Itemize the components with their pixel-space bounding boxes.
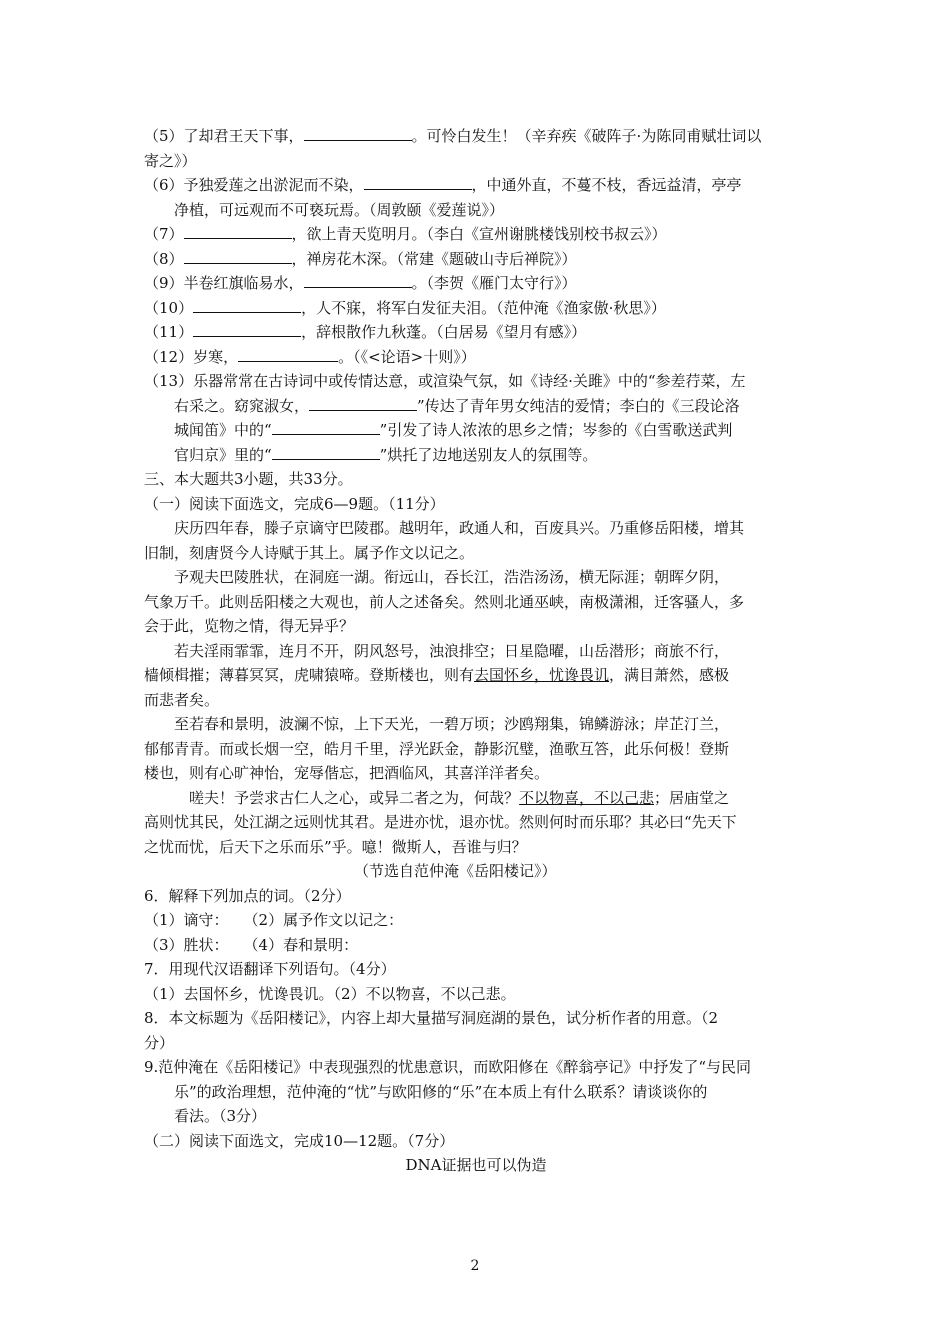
poem-q9: （9）半卷红旗临易水， 。（李贺《雁门太守行》） — [144, 274, 577, 292]
poem-q11: （11） ，辞根散作九秋蓬。（白居易《望月有感》） — [144, 323, 587, 341]
poem-q13-line4: 官归京》里的“ ”烘托了边地送别友人的氛围等。 — [174, 445, 598, 464]
passage-p2-line2: 气象万千。此则岳阳楼之大观也，前人之述备矣。然则北通巫峡，南极潇湘，迁客骚人，多 — [144, 592, 745, 611]
question-9-line2: 乐”的政治理想，范仲淹的“忧”与欧阳修的“乐”在本质上有什么联系？请谈谈你的 — [174, 1082, 708, 1101]
question-7-items: （1）去国怀乡，忧谗畏讥。（2）不以物喜，不以己悲。 — [144, 984, 516, 1003]
poem-q7: （7） ，欲上青天览明月。（李白《宣州谢朓楼饯别校书叔云》） — [144, 225, 667, 243]
passage-p1-line1: 庆历四年春，滕子京谪守巴陵郡。越明年，政通人和，百废具兴。乃重修岳阳楼，增其 — [174, 519, 745, 537]
page-content — [144, 124, 808, 1178]
question-8-line1: 8．本文标题为《岳阳楼记》，内容上却大量描写洞庭湖的景色，试分析作者的用意。（2 — [144, 1009, 719, 1027]
passage-p4-line3: 楼也，则有心旷神怡，宠辱偕忘，把酒临风，其喜洋洋者矣。 — [144, 764, 550, 782]
question-6-items-a: （1）谪守： （2）属予作文以记之： — [144, 911, 404, 929]
answer-blank[interactable] — [184, 248, 292, 264]
answer-blank[interactable] — [272, 419, 380, 435]
answer-blank[interactable] — [238, 346, 338, 362]
passage-p2-line1: 予观夫巴陵胜状，在洞庭一湖。衔远山，吞长江，浩浩汤汤，横无际涯；朝晖夕阴， — [174, 568, 730, 586]
answer-blank[interactable] — [193, 297, 301, 313]
answer-blank[interactable] — [304, 272, 412, 288]
question-6-items-b: （3）胜状： （4）春和景明： — [144, 935, 359, 954]
poem-q6-line2: 净植，可远观而不可亵玩焉。（周敦颐《爱莲说》） — [174, 200, 505, 219]
poem-q6-line1: （6）予独爱莲之出淤泥而不染， ，中通外直，不蔓不枝，香远益清，亭亭 — [144, 176, 742, 194]
poem-q13-line2: 右采之。窈窕淑女， ”传达了青年男女纯洁的爱情；李白的《三段论洛 — [174, 396, 740, 415]
part2-article-title: DNA证据也可以伪造 — [405, 1156, 547, 1174]
poem-q13-line1: （13）乐器常常在古诗词中或传情达意，或渲染气氛，如《诗经·关雎》中的“参差荇菜，左 — [144, 372, 746, 390]
question-8-line2: 分） — [144, 1033, 175, 1052]
passage-p5-line1: 嗟夫！予尝求古仁人之心，或异二者之为，何哉？不以物喜，不以己悲；居庙堂之 — [189, 788, 730, 807]
answer-blank[interactable] — [184, 223, 292, 239]
poem-q13-line3: 城闻笛》中的“ ”引发了诗人浓浓的思乡之情；岑参的《白雪歌送武判 — [174, 421, 733, 439]
passage-p3-line3: 而悲者矣。 — [144, 690, 220, 709]
question-6: 6．解释下列加点的词。（2分） — [144, 886, 351, 905]
passage-p4-line1: 至若春和景明，波澜不惊，上下天光，一碧万顷；沙鸥翔集，锦鳞游泳；岸芷汀兰， — [174, 715, 730, 733]
passage-p5-line2: 高则忧其民，处江湖之远则忧其君。是进亦忧，退亦忧。然则何时而乐耶？其必曰“先天下 — [144, 813, 737, 831]
passage-p1-line2: 旧制，刻唐贤今人诗赋于其上。属予作文以记之。 — [144, 543, 475, 562]
part1-heading: （一）阅读下面选文，完成6—9题。（11分） — [144, 494, 445, 513]
underlined-phrase: 不以物喜，不以己悲 — [519, 788, 655, 807]
passage-p2-line3: 会于此，览物之情，得无异乎？ — [144, 617, 355, 635]
section3-heading: 三、本大题共3小题，共33分。 — [144, 470, 353, 488]
answer-blank[interactable] — [193, 321, 301, 337]
poem-q10: （10） ，人不寐，将军白发征夫泪。（范仲淹《渔家傲·秋思》） — [144, 298, 666, 317]
poem-q8: （8） ，禅房花木深。（常建《题破山寺后禅院》） — [144, 249, 577, 268]
part2-heading: （二）阅读下面选文，完成10—12题。（7分） — [144, 1131, 455, 1150]
question-7: 7．用现代汉语翻译下列语句。（4分） — [144, 960, 396, 978]
passage-p3-line1: 若夫淫雨霏霏，连月不开，阴风怒号，浊浪排空；日星隐曜，山岳潜形；商旅不行， — [174, 641, 730, 660]
poem-q5-line2: 寄之》） — [144, 151, 197, 170]
answer-blank[interactable] — [272, 444, 380, 460]
passage-p4-line2: 郁郁青青。而或长烟一空，皓月千里，浮光跃金，静影沉璧，渔歌互答，此乐何极！登斯 — [144, 739, 730, 758]
page-number: 2 — [470, 1258, 480, 1274]
passage-p3-line2: 樯倾楫摧；薄暮冥冥，虎啸猿啼。登斯楼也，则有去国怀乡，忧谗畏讥，满目萧然，感极 — [144, 666, 730, 684]
underlined-phrase: 去国怀乡，忧谗畏讥 — [474, 666, 610, 684]
answer-blank[interactable] — [304, 125, 412, 141]
poem-q5-line1: （5）了却君王天下事， 。可怜白发生！（辛弃疾《破阵子·为陈同甫赋壮词以 — [144, 127, 762, 145]
poem-q12: （12）岁寒， 。（《<论语>十则》） — [144, 347, 476, 366]
question-9-line3: 看法。（3分） — [174, 1107, 267, 1125]
passage-source: （节选自范仲淹《岳阳楼记》） — [354, 862, 557, 880]
answer-blank[interactable] — [364, 174, 472, 190]
question-9-line1: 9.范仲淹在《岳阳楼记》中表现强烈的忧患意识，而欧阳修在《醉翁亭记》中抒发了“与民同 — [144, 1058, 751, 1076]
passage-p5-line3: 之忧而忧，后天下之乐而乐”乎。噫！微斯人，吾谁与归？ — [144, 837, 527, 856]
answer-blank[interactable] — [309, 395, 417, 411]
